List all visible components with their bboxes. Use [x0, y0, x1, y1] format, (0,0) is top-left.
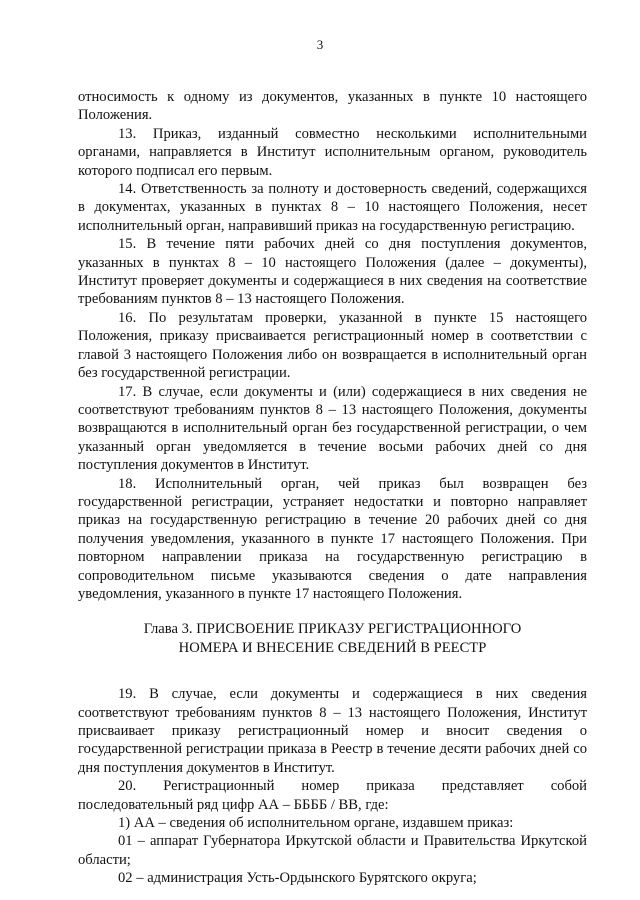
paragraph-item-14: 14. Ответственность за полноту и достоверность сведений, содержащихся в документах, указанных в пунктах 8 – 10 настоящего Положения, несет исполнительный орган, направивший приказ на государственную регистрацию.	[78, 181, 587, 234]
document-body	[78, 88, 587, 888]
paragraph-continuation: относимость к одному из документов, указанных в пункте 10 настоящего Положения.	[78, 89, 587, 124]
paragraph-item-18: 18. Исполнительный орган, чей приказ был возвращен без государственной регистрации, устраняет недостатки и повторно направляет приказ на государственную регистрацию в течение 20 рабочих дней со дня получения уведомления, указанного в пункте 17 настоящего Положения. При повторном направлении приказа на государственную регистрацию в сопроводительном письме указываются сведения о дате направления уведомления, указанного в пункте 17 настоящего Положения.	[78, 475, 587, 602]
paragraph-code-01: 01 – аппарат Губернатора Иркутской области и Правительства Иркутской области;	[78, 833, 587, 868]
chapter-heading-line-2: НОМЕРА И ВНЕСЕНИЕ СВЕДЕНИЙ В РЕЕСТР	[178, 639, 487, 656]
paragraph-item-20: 20. Регистрационный номер приказа представляет собой последовательный ряд цифр АА – ББББ / ВВ, где:	[78, 778, 587, 813]
paragraph-code-02: 02 – администрация Усть-Ордынского Бурятского округа;	[118, 870, 477, 887]
paragraph-item-17: 17. В случае, если документы и (или) содержащиеся в них сведения не соответствуют требованиям пунктов 8 – 13 настоящего Положения, документы возвращаются в исполнительный орган без государственной регистрации, о чем указанный орган уведомляется в течение восьми рабочих дней со дня поступления документов в Институт.	[78, 383, 587, 474]
chapter-heading	[78, 620, 587, 657]
paragraph-item-19: 19. В случае, если документы и содержащиеся в них сведения соответствуют требованиям пунктов 8 – 13 настоящего Положения, Институт присваивает приказу регистрационный номер и вносит сведения о государственной регистрации приказа в Реестр в течение десяти рабочих дней со дня поступления документов в Институт.	[78, 686, 587, 776]
paragraph-item-13: 13. Приказ, изданный совместно несколькими исполнительными органами, направляется в Институт исполнительным органом, руководитель которого подписал его первым.	[78, 125, 587, 179]
page-number: 3	[316, 37, 324, 52]
paragraph-subitem-1: 1) АА – сведения об исполнительном органе, издавшем приказ:	[118, 815, 514, 832]
chapter-heading-line-1: Глава 3. ПРИСВОЕНИЕ ПРИКАЗУ РЕГИСТРАЦИОННОГО	[143, 621, 522, 638]
paragraph-item-16: 16. По результатам проверки, указанной в пункте 15 настоящего Положения, приказу присваивается регистрационный номер в соответствии с главой 3 настоящего Положения либо он возвращается в исполнительный орган без государственной регистрации.	[78, 309, 587, 382]
paragraph-item-15: 15. В течение пяти рабочих дней со дня поступления документов, указанных в пунктах 8 – 10 настоящего Положения (далее – документы), Институт проверяет документы и содержащиеся в них сведения на соответствие требованиям пунктов 8 – 13 настоящего Положения.	[78, 236, 587, 308]
